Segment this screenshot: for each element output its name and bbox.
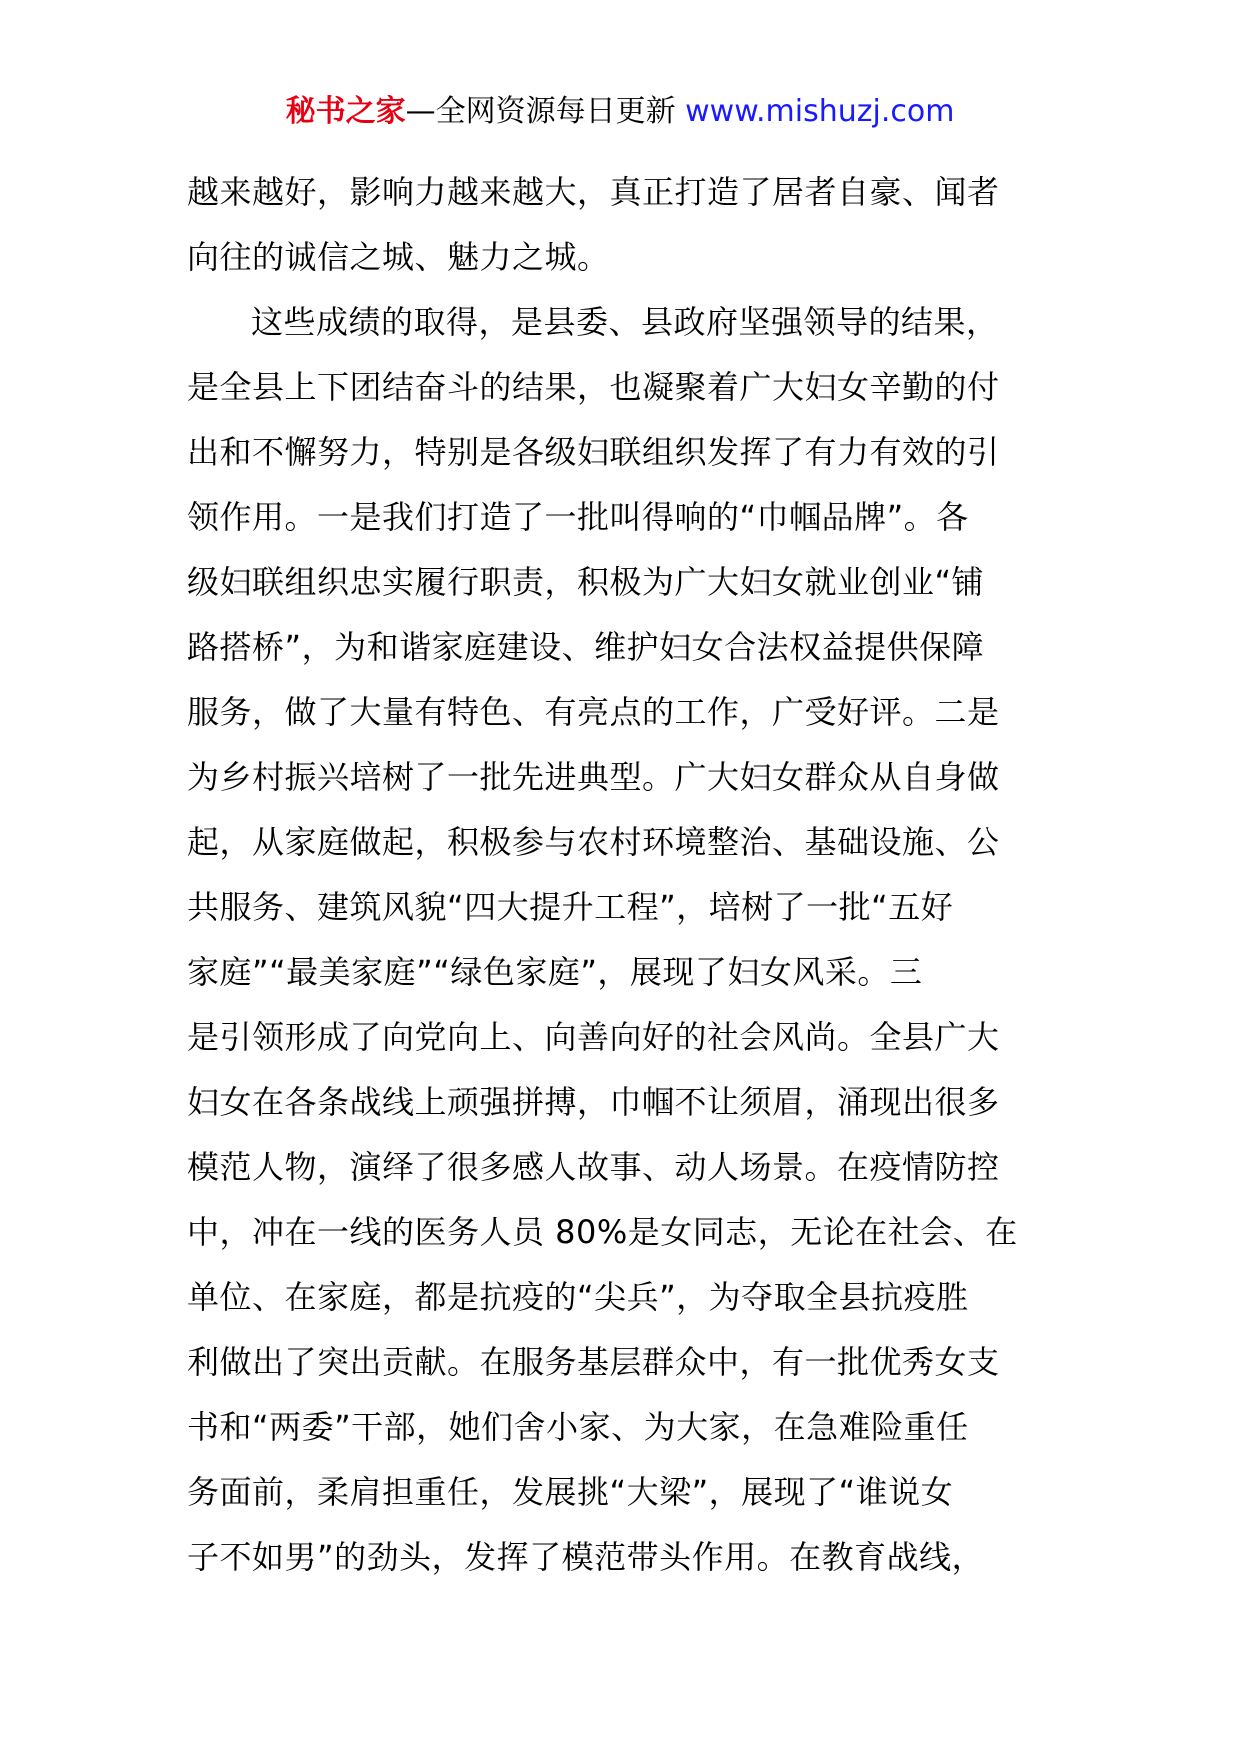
text-line: 越来越好，影响力越来越大，真正打造了居者自豪、闻者	[187, 173, 1000, 211]
text-line: 共服务、建筑风貌“四大提升工程”，培树了一批“五好	[187, 888, 954, 926]
text-line: 家庭”“最美家庭”“绿色家庭”，展现了妇女风采。三	[187, 953, 923, 991]
brand-name: 秘书之家	[285, 94, 406, 129]
text-line: 务面前，柔肩担重任，发展挑“大梁”，展现了“谁说女	[187, 1473, 954, 1511]
text-line: 是全县上下团结奋斗的结果，也凝聚着广大妇女辛勤的付	[187, 368, 1000, 406]
paragraph-start-line: 这些成绩的取得，是县委、县政府坚强领导的结果，	[251, 303, 999, 341]
text-line: 书和“两委”干部，她们舍小家、为大家，在急难险重任	[187, 1408, 969, 1446]
text-line: 为乡村振兴培树了一批先进典型。广大妇女群众从自身做	[187, 758, 1000, 796]
document-body	[187, 160, 1057, 1590]
text-line: 中，冲在一线的医务人员 80%是女同志，无论在社会、在	[187, 1213, 1018, 1251]
text-line: 出和不懈努力，特别是各级妇联组织发挥了有力有效的引	[187, 433, 1000, 471]
text-line: 向往的诚信之城、魅力之城。	[187, 238, 610, 276]
text-line: 利做出了突出贡献。在服务基层群众中，有一批优秀女支	[187, 1343, 1000, 1381]
text-line: 级妇联组织忠实履行职责，积极为广大妇女就业创业“铺	[187, 563, 985, 601]
text-line: 是引领形成了向党向上、向善向好的社会风尚。全县广大	[187, 1018, 1000, 1056]
text-line: 子不如男”的劲头，发挥了模范带头作用。在教育战线，	[187, 1538, 985, 1576]
text-line: 模范人物，演绎了很多感人故事、动人场景。在疫情防控	[187, 1148, 1000, 1186]
header-url[interactable]: www.mishuzj.com	[685, 94, 955, 129]
text-line: 起，从家庭做起，积极参与农村环境整治、基础设施、公	[187, 823, 1000, 861]
text-line: 路搭桥”，为和谐家庭建设、维护妇女合法权益提供保障	[187, 628, 985, 666]
text-line: 妇女在各条战线上顽强拼搏，巾帼不让须眉，涌现出很多	[187, 1083, 1000, 1121]
text-line: 领作用。一是我们打造了一批叫得响的“巾帼品牌”。各	[187, 498, 969, 536]
text-line: 单位、在家庭，都是抗疫的“尖兵”，为夺取全县抗疫胜	[187, 1278, 969, 1316]
text-line: 服务，做了大量有特色、有亮点的工作，广受好评。二是	[187, 693, 1000, 731]
header-tagline: —全网资源每日更新	[405, 94, 686, 129]
page-header	[0, 92, 1240, 132]
